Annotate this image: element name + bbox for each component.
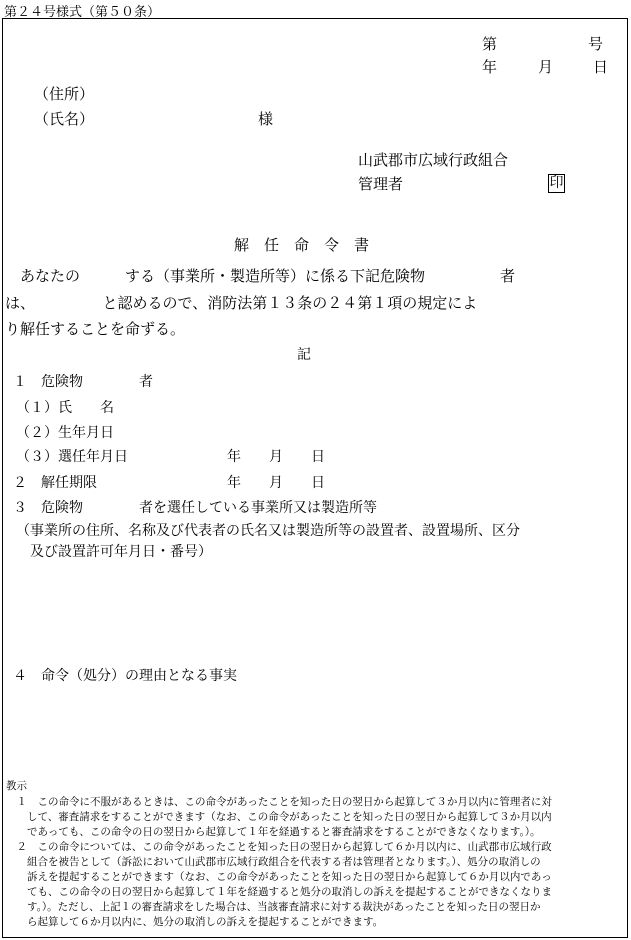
item-4: ４ 命令（処分）の理由となる事実 — [13, 668, 237, 684]
instruction-line: す。）。ただし、上記１の審査請求をした場合は、当該審査請求に対する裁決があったことを知った日の翌日か — [6, 901, 541, 913]
name-label: （氏名） — [34, 110, 95, 128]
instruction-line: であっても、この命令の日の翌日から起算して１年を経過すると審査請求をすることができなくなります。）。 — [6, 826, 541, 838]
item-1-2: （２）生年月日 — [16, 425, 114, 441]
issuer-organization: 山武郡市広域行政組合 — [358, 151, 509, 169]
instruction-line: ら起算して６か月以内に、処分の取消しの訴えを提起することができます。 — [6, 916, 384, 928]
seal-mark — [548, 172, 565, 193]
item-3-note-1: （事業所の住所、名称及び代表者の氏名又は製造所等の設置者、設置場所、区分 — [16, 523, 520, 539]
document-title: 解 任 命 令 書 — [234, 236, 370, 254]
item-3-note-2: 及び設置許可年月日・番号） — [16, 544, 212, 560]
instruction-line: ２ この命令については、この命令があったことを知った日の翌日から起算して６か月以内に、山武郡市広域行政 — [6, 841, 552, 853]
instruction-line: して、審査請求をすることができます（なお、この命令があったことを知った日の翌日から起算して３か月以内 — [6, 811, 552, 823]
item-2: ２ 解任期限 — [13, 475, 97, 491]
instruction-line: 組合を被告として（訴訟において山武郡市広域行政組合を代表する者は管理者となります。）、処分の取消しの — [6, 856, 541, 868]
honorific: 様 — [258, 110, 274, 128]
issuer-role: 管理者 — [358, 175, 404, 193]
date-day: 日 — [593, 58, 609, 76]
instruction-line: １ この命令に不服があるときは、この命令があったことを知った日の翌日から起算して３か月以内に管理者に対 — [6, 796, 552, 808]
item-1-3-date: 年 月 日 — [227, 449, 325, 465]
seal-text: 印 — [549, 175, 564, 191]
number-prefix: 第 — [482, 35, 498, 53]
item-1-3: （３）選任年月日 — [16, 449, 128, 465]
body-line-3: り解任することを命ずる。 — [5, 320, 186, 338]
number-suffix: 号 — [588, 35, 604, 53]
instruction-line: ても、この命令の日の翌日から起算して１年を経過すると処分の取消しの訴えを提起することができなくなりま — [6, 886, 552, 898]
item-1-1: （１）氏 名 — [16, 400, 114, 416]
date-month: 月 — [538, 58, 554, 76]
date-year: 年 — [482, 58, 498, 76]
item-1: １ 危険物 者 — [13, 374, 153, 390]
item-3: ３ 危険物 者を選任している事業所又は製造所等 — [13, 500, 377, 516]
body-line-1: あなたの する（事業所・製造所等）に係る下記危険物 者 — [5, 267, 516, 285]
address-label: （住所） — [34, 85, 95, 103]
ki-heading: 記 — [297, 347, 311, 363]
instructions-heading: 教示 — [6, 780, 27, 792]
body-line-2: は、 と認めるので、消防法第１３条の２４第１項の規定によ — [5, 294, 478, 312]
form-number: 第２４号様式（第５０条） — [4, 5, 161, 20]
instruction-line: 訴えを提起することができます（なお、この命令があったことを知った日の翌日から起算して６か月以内であっ — [6, 871, 552, 883]
item-2-date: 年 月 日 — [227, 475, 325, 491]
